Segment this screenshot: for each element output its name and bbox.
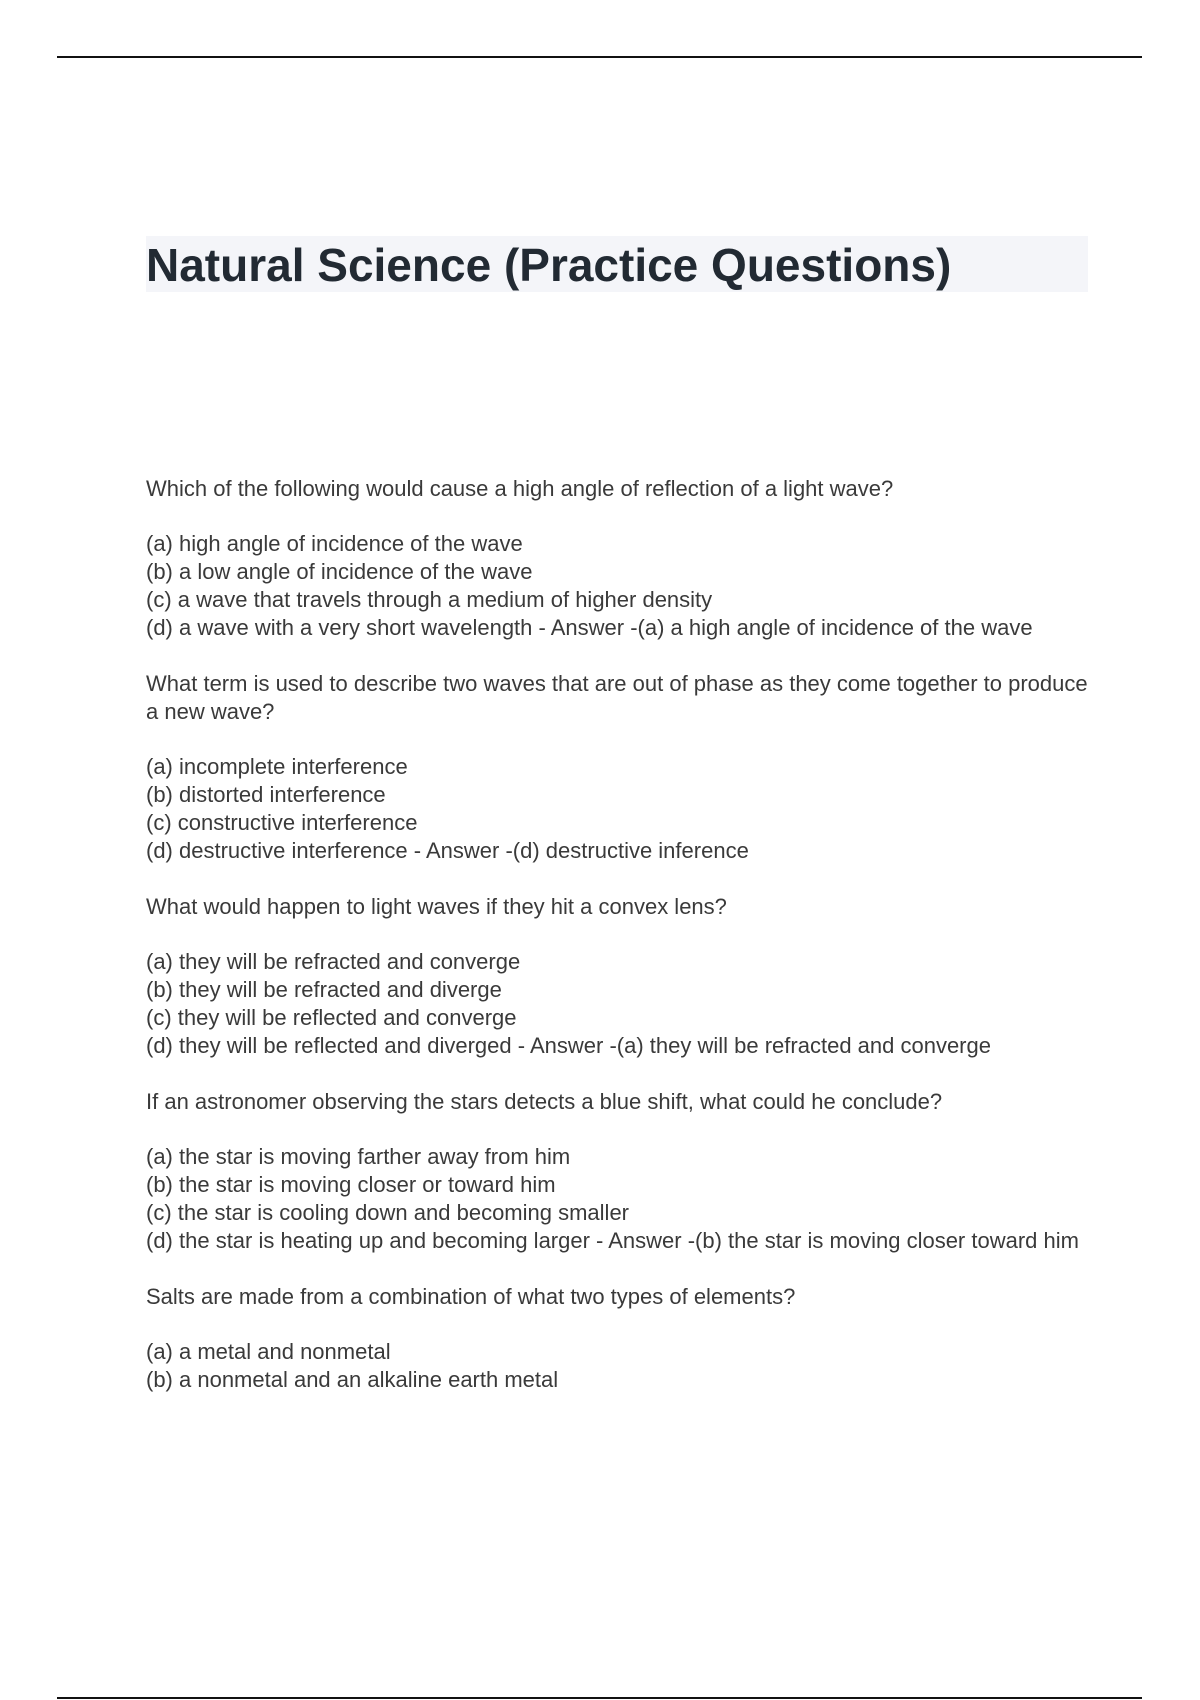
option-d: (d) destructive interference	[146, 838, 408, 863]
option-d-with-answer	[146, 837, 1096, 865]
bottom-divider	[57, 1697, 1142, 1699]
question-2	[146, 670, 1096, 865]
option-a: (a) incomplete interference	[146, 754, 408, 779]
option-c: (c) constructive interference	[146, 810, 418, 835]
question-5	[146, 1283, 1096, 1394]
option-a: (a) they will be refracted and converge	[146, 949, 521, 974]
top-divider	[57, 56, 1142, 58]
question-prompt: Salts are made from a combination of what two types of elements?	[146, 1284, 796, 1309]
question-list	[146, 475, 1096, 1422]
answer-text: - Answer -(a) they will be refracted and converge	[511, 1033, 991, 1058]
question-prompt: If an astronomer observing the stars detects a blue shift, what could he conclude?	[146, 1089, 943, 1114]
question-prompt: What would happen to light waves if they hit a convex lens?	[146, 894, 727, 919]
option-b: (b) the star is moving closer or toward him	[146, 1172, 556, 1197]
answer-text: - Answer -(a) a high angle of incidence of the wave	[532, 615, 1033, 640]
option-d-with-answer	[146, 614, 1096, 642]
option-d: (d) a wave with a very short wavelength	[146, 615, 533, 640]
option-c: (c) they will be reflected and converge	[146, 1005, 517, 1030]
question-prompt: Which of the following would cause a high angle of reflection of a light wave?	[146, 476, 894, 501]
option-b: (b) a low angle of incidence of the wave	[146, 559, 533, 584]
option-c: (c) a wave that travels through a medium of higher density	[146, 587, 713, 612]
option-c: (c) the star is cooling down and becoming smaller	[146, 1200, 630, 1225]
option-d: (d) they will be reflected and diverged	[146, 1033, 512, 1058]
option-d-with-answer	[146, 1032, 1096, 1060]
option-a: (a) the star is moving farther away from him	[146, 1144, 571, 1169]
question-4	[146, 1088, 1096, 1255]
option-a: (a) high angle of incidence of the wave	[146, 531, 523, 556]
option-b: (b) distorted interference	[146, 782, 386, 807]
option-a: (a) a metal and nonmetal	[146, 1339, 391, 1364]
option-b: (b) a nonmetal and an alkaline earth metal	[146, 1367, 559, 1392]
option-b: (b) they will be refracted and diverge	[146, 977, 502, 1002]
question-prompt: What term is used to describe two waves that are out of phase as they come together to produce a new wave?	[146, 671, 1088, 724]
answer-text: - Answer -(d) destructive inference	[407, 838, 749, 863]
option-d: (d) the star is heating up and becoming larger	[146, 1228, 590, 1253]
answer-text: - Answer -(b) the star is moving closer toward him	[589, 1228, 1079, 1253]
question-1	[146, 475, 1096, 642]
page-title: Natural Science (Practice Questions)	[146, 239, 952, 291]
option-d-with-answer	[146, 1227, 1096, 1255]
question-3	[146, 893, 1096, 1060]
